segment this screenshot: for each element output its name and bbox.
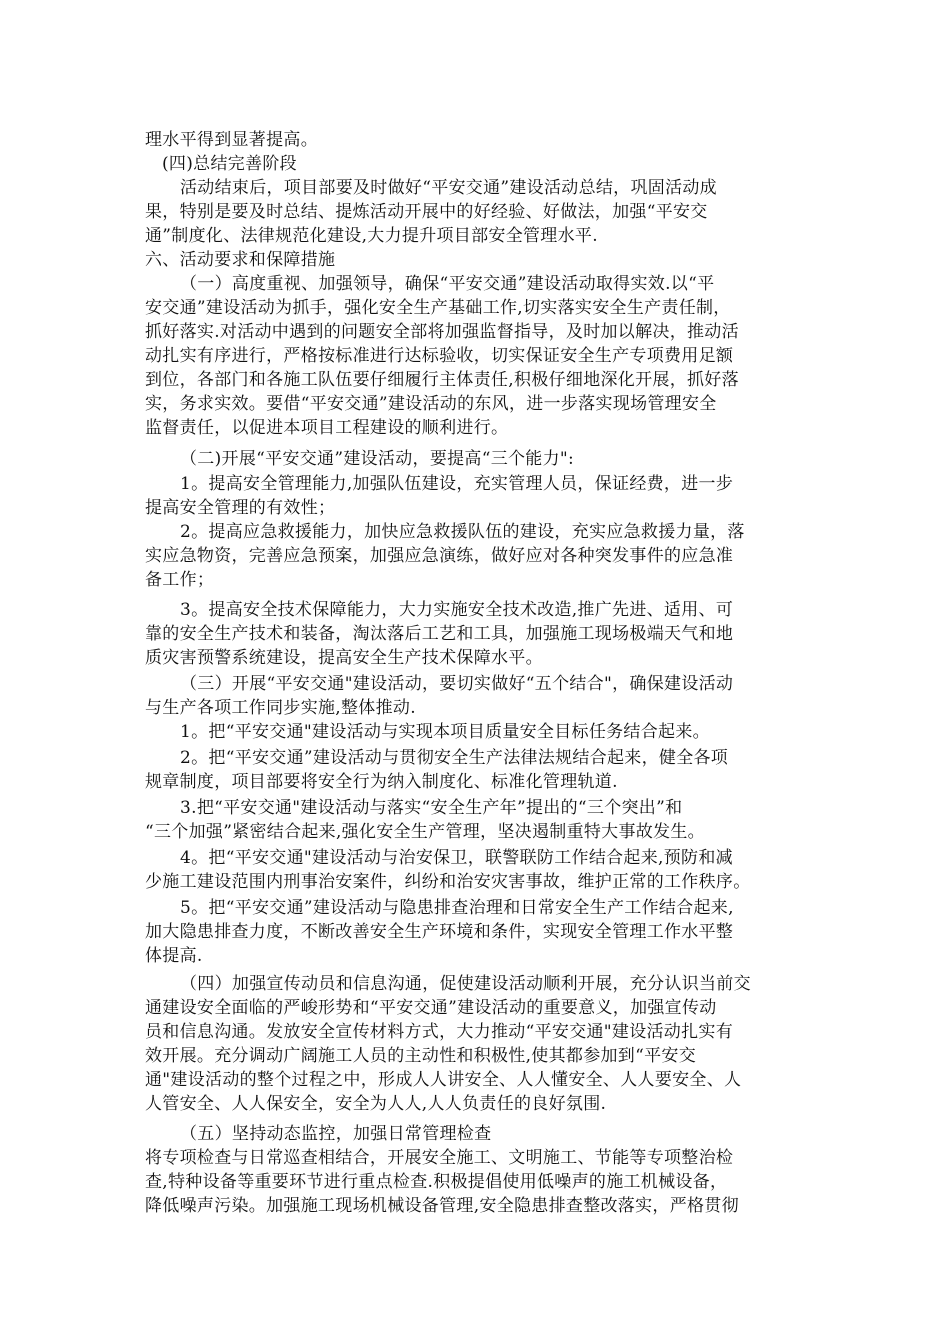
text-line: 效开展。充分调动广阔施工人员的主动性和积极性,使其都参加到“平安交	[145, 1046, 696, 1066]
text-line: 1。提高安全管理能力,加强队伍建设，充实管理人员，保证经费，进一步	[180, 474, 734, 494]
text-line: 通"建设活动的整个过程之中，形成人人讲安全、人人懂安全、人人要安全、人	[145, 1070, 742, 1090]
text-line: 体提高.	[145, 946, 203, 966]
text-line: 安交通”建设活动为抓手，强化安全生产基础工作,切实落实安全生产责任制，	[145, 298, 731, 318]
text-line: “三个加强”紧密结合起来,强化安全生产管理，坚决遏制重特大事故发生。	[145, 822, 705, 842]
text-line: 果，特别是要及时总结、提炼活动开展中的好经验、好做法，加强“平安交	[145, 202, 708, 222]
text-line: 3.把“平安交通"建设活动与落实“安全生产年”提出的“三个突出”和	[180, 798, 683, 818]
section-heading: （三）开展“平安交通"建设活动，要切实做好“五个结合"，确保建设活动	[180, 674, 734, 694]
section-heading: （四）加强宣传动员和信息沟通，促使建设活动顺利开展，充分认识当前交	[180, 974, 751, 994]
text-line: 2。提高应急救援能力，加快应急救援队伍的建设，充实应急救援力量，落	[180, 522, 745, 542]
section-heading: (四)总结完善阶段	[162, 154, 297, 174]
text-line: 实应急物资，完善应急预案，加强应急演练，做好应对各种突发事件的应急准	[145, 546, 734, 566]
text-line: 理水平得到显著提高。	[145, 130, 318, 150]
text-line: 3。提高安全技术保障能力，大力实施安全技术改造,推广先进、适用、可	[180, 600, 734, 620]
text-line: 备工作；	[145, 570, 215, 590]
text-line: 少施工建设范围内刑事治安案件，纠纷和治安灾害事故，维护正常的工作秩序。	[145, 872, 751, 892]
text-line: 2。把“平安交通”建设活动与贯彻安全生产法律法规结合起来，健全各项	[180, 748, 729, 768]
text-line: 质灾害预警系统建设，提高安全生产技术保障水平。	[145, 648, 543, 668]
text-line: （一）高度重视、加强领导，确保“平安交通”建设活动取得实效.以“平	[180, 274, 715, 294]
text-line: 规章制度，项目部要将安全行为纳入制度化、标准化管理轨道.	[145, 772, 618, 792]
text-line: 监督责任，以促进本项目工程建设的顺利进行。	[145, 418, 509, 438]
text-line: 降低噪声污染。加强施工现场机械设备管理,安全隐患排查整改落实，严格贯彻	[145, 1196, 739, 1216]
section-heading: （二)开展“平安交通”建设活动，要提高“三个能力":	[180, 449, 575, 469]
text-line: 4。把“平安交通"建设活动与治安保卫，联警联防工作结合起来,预防和减	[180, 848, 733, 868]
text-line: 到位，各部门和各施工队伍要仔细履行主体责任,积极仔细地深化开展，抓好落	[145, 370, 739, 390]
text-line: 实，务求实效。要借“平安交通”建设活动的东风，进一步落实现场管理安全	[145, 394, 717, 414]
text-line: 人管安全、人人保安全，安全为人人,人人负责任的良好氛围.	[145, 1094, 607, 1114]
text-line: 活动结束后，项目部要及时做好“平安交通”建设活动总结，巩固活动成	[180, 178, 717, 198]
text-line: 提高安全管理的有效性；	[145, 498, 336, 518]
text-line: 抓好落实.对活动中遇到的问题安全部将加强监督指导，及时加以解决，推动活	[145, 322, 739, 342]
section-heading: （五）坚持动态监控，加强日常管理检查	[180, 1124, 492, 1144]
text-line: 动扎实有序进行，严格按标准进行达标验收，切实保证安全生产专项费用足额	[145, 346, 734, 366]
text-line: 1。把“平安交通"建设活动与实现本项目质量安全目标任务结合起来。	[180, 722, 710, 742]
text-line: 靠的安全生产技术和装备，淘汰落后工艺和工具，加强施工现场极端天气和地	[145, 624, 734, 644]
section-heading: 六、活动要求和保障措施	[145, 250, 336, 270]
text-line: 通建设安全面临的严峻形势和“平安交通”建设活动的重要意义，加强宣传动	[145, 998, 717, 1018]
text-line: 查,特种设备等重要环节进行重点检查.积极提倡使用低噪声的施工机械设备，	[145, 1172, 728, 1192]
text-line: 将专项检查与日常巡查相结合，开展安全施工、文明施工、节能等专项整治检	[145, 1148, 734, 1168]
text-line: 5。把“平安交通”建设活动与隐患排查治理和日常安全生产工作结合起来,	[180, 898, 734, 918]
text-line: 通”制度化、法律规范化建设,大力提升项目部安全管理水平.	[145, 226, 598, 246]
text-line: 加大隐患排查力度，不断改善安全生产环境和条件，实现安全管理工作水平整	[145, 922, 734, 942]
text-line: 与生产各项工作同步实施,整体推动.	[145, 698, 416, 718]
text-line: 员和信息沟通。发放安全宣传材料方式，大力推动“平安交通"建设活动扎实有	[145, 1022, 734, 1042]
